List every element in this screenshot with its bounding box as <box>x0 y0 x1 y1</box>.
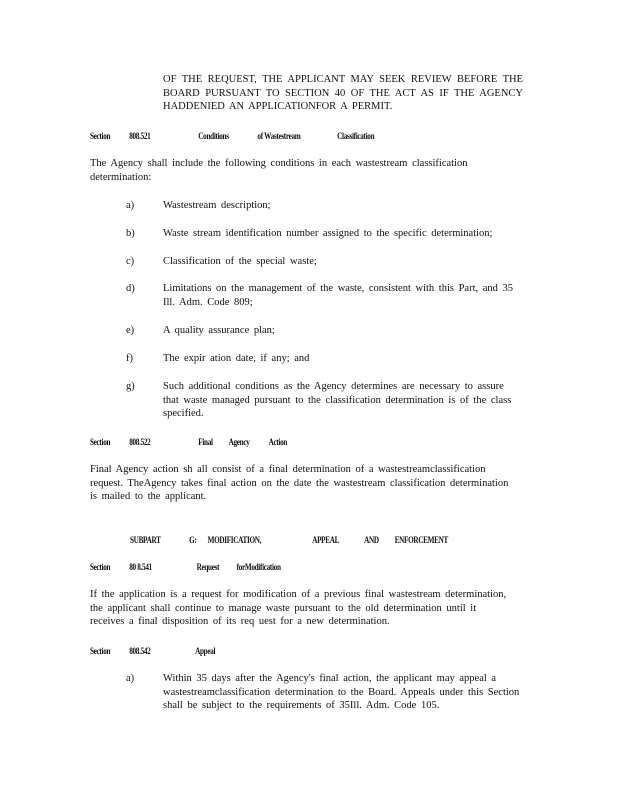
list-item-label: d) <box>126 283 135 294</box>
subpart-title-part: MODIFICATION, <box>207 535 262 545</box>
section-title-part: Appeal <box>195 646 216 656</box>
list-item-label: f) <box>126 353 133 364</box>
section-heading-808-522 <box>90 437 287 447</box>
section-808-541-body: If the application is a request for modification of a previous final wastestream determination, the applicant shall continue to manage waste pursuant to the old determination until it receives a final disposition of its req uest for a new determination. <box>90 589 507 627</box>
list-item-text: Wastestream description; <box>163 200 271 211</box>
section-label: Section <box>90 437 111 447</box>
list-item-label: g) <box>126 381 135 392</box>
intro-paragraph: OF THE REQUEST, THE APPLICANT MAY SEEK REVIEW BEFORE THE BOARD PURSUANT TO SECTION 40 OF THE ACT AS IF THE AGENCY HADDENIED AN APPLICATIONFOR A PERMIT. <box>163 74 523 112</box>
subpart-letter: G: <box>189 535 197 545</box>
section-heading-808-541 <box>90 562 281 572</box>
list-item-text: Waste stream identification number assigned to the specific determination; <box>163 228 493 239</box>
list-item-text: Limitations on the management of the waste, consistent with this Part, and 35 Ill. Adm. Code 809; <box>163 283 514 308</box>
section-number: 808.542 <box>129 646 151 656</box>
list-item-text: The expir ation date, if any; and <box>163 353 310 364</box>
section-label: Section <box>90 131 111 141</box>
list-item-text: A quality assurance plan; <box>163 325 275 336</box>
subpart-title-part: ENFORCEMENT <box>394 535 448 545</box>
subpart-title-part: APPEAL <box>312 535 339 545</box>
section-title-part: of Wastestream <box>257 131 301 141</box>
list-item-label: c) <box>126 256 135 267</box>
section-title-part: Agency <box>228 437 250 447</box>
section-number: 808.522 <box>129 437 151 447</box>
section-number: 808.521 <box>129 131 151 141</box>
section-label: Section <box>90 562 111 572</box>
subpart-title-part: AND <box>364 535 379 545</box>
section-title-part: Request <box>196 562 220 572</box>
section-heading-808-542 <box>90 646 215 656</box>
list-item-text: Such additional conditions as the Agency determines are necessary to assure that waste managed pursuant to the classification determination is of the class specified. <box>163 381 512 419</box>
section-title-part: Final <box>198 437 213 447</box>
list-item-label: e) <box>126 325 135 336</box>
section-808-522-body: Final Agency action sh all consist of a final determination of a wastestreamclassification request. TheAgency takes final action on the date the wastestream classification determination is mailed to the applicant. <box>90 464 509 502</box>
section-label: Section <box>90 646 111 656</box>
section-heading-808-521 <box>90 131 374 141</box>
list-item-label: a) <box>126 200 135 211</box>
section-title-part: Action <box>268 437 288 447</box>
section-title-part: Conditions <box>198 131 229 141</box>
list-item-label: b) <box>126 228 135 239</box>
list-item-text: Within 35 days after the Agency's final action, the applicant may appeal a wastestreamclassification determination to the Board. Appeals under this Section shall be subject to the requirements of 35Ill. Adm. Code 105. <box>163 673 520 711</box>
section-number: 80 8.541 <box>129 562 152 572</box>
list-item-text: Classification of the special waste; <box>163 256 317 267</box>
list-item-label: a) <box>126 673 135 684</box>
section-808-521-body: The Agency shall include the following conditions in each wastestream classification determination: <box>90 158 468 183</box>
subpart-label: SUBPART <box>130 535 161 545</box>
subpart-heading <box>130 535 448 545</box>
section-title-part: Classification <box>337 131 375 141</box>
section-title-part: forModification <box>236 562 281 572</box>
